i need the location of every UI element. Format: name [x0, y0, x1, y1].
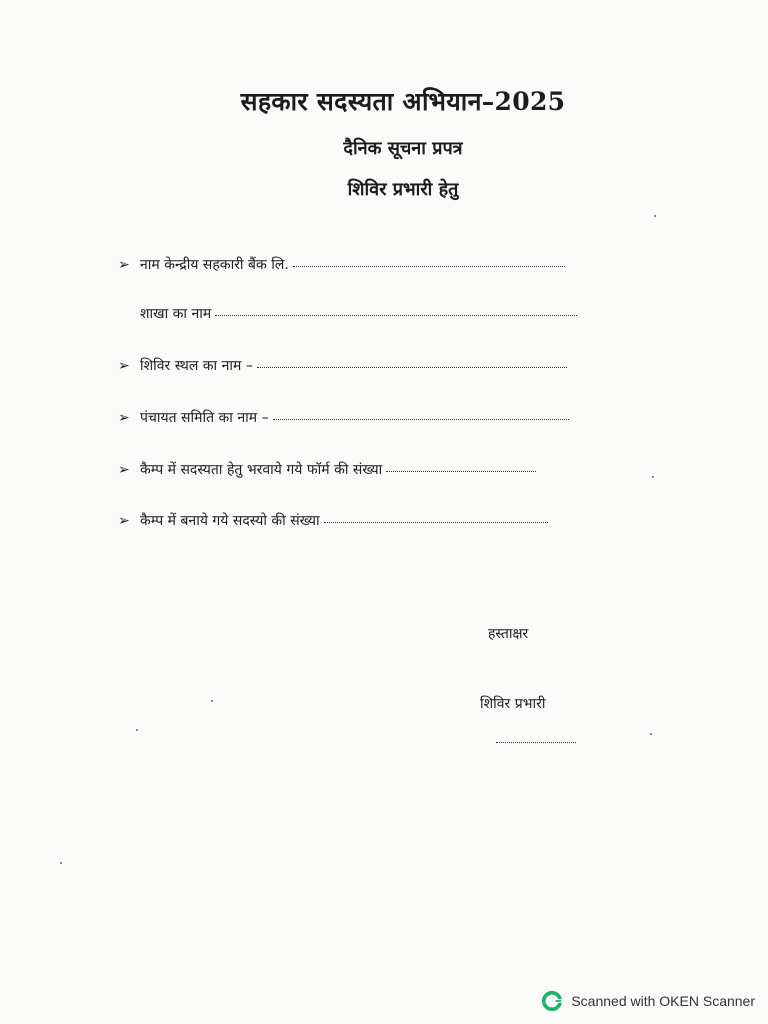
field-camp-venue: [118, 356, 567, 375]
field-bank-name: [118, 255, 565, 274]
signature-role: शिविर प्रभारी: [480, 696, 546, 712]
signature-line[interactable]: [496, 742, 576, 743]
scan-speck: [136, 729, 138, 731]
scan-speck: [652, 476, 654, 478]
field-label: कैम्प में सदस्यता हेतु भरवाये गये फॉर्म की संख्या: [140, 462, 383, 478]
document-subtitle: दैनिक सूचना प्रपत्र: [343, 138, 463, 159]
signature-label: हस्ताक्षर: [488, 626, 529, 642]
fill-in-line[interactable]: [293, 266, 565, 267]
field-label: नाम केन्द्रीय सहकारी बैंक लि.: [140, 257, 289, 273]
scanner-watermark-text: Scanned with OKEN Scanner: [571, 993, 755, 1009]
arrowhead-bullet-icon: ➢: [118, 410, 130, 426]
field-label: कैम्प में बनाये गये सदस्यो की संख्या: [140, 513, 320, 529]
document-title: सहकार सदस्यता अभियान–2025: [240, 87, 566, 116]
scan-speck: [211, 700, 213, 702]
field-label: शिविर स्थल का नाम –: [140, 358, 253, 374]
scan-speck: [650, 733, 652, 735]
fill-in-line[interactable]: [215, 315, 577, 316]
arrowhead-bullet-icon: ➢: [118, 513, 130, 529]
scan-speck: [654, 215, 656, 217]
field-forms-count: [118, 460, 536, 479]
document-subtitle-role: शिविर प्रभारी हेतु: [347, 179, 459, 200]
field-label: पंचायत समिति का नाम –: [140, 410, 269, 426]
scanner-watermark: [541, 990, 755, 1012]
scan-speck: [60, 862, 62, 864]
fill-in-line[interactable]: [273, 419, 569, 420]
field-label: शाखा का नाम: [140, 306, 212, 322]
field-branch-name: [118, 304, 577, 323]
arrowhead-bullet-icon: ➢: [118, 257, 130, 273]
arrowhead-bullet-icon: ➢: [118, 358, 130, 374]
field-members-count: [118, 511, 548, 530]
fill-in-line[interactable]: [257, 367, 567, 368]
arrowhead-bullet-icon: ➢: [118, 462, 130, 478]
fill-in-line[interactable]: [324, 522, 548, 523]
fill-in-line[interactable]: [386, 471, 536, 472]
field-panchayat-samiti: [118, 408, 569, 427]
oken-scanner-logo-icon: [541, 990, 563, 1012]
